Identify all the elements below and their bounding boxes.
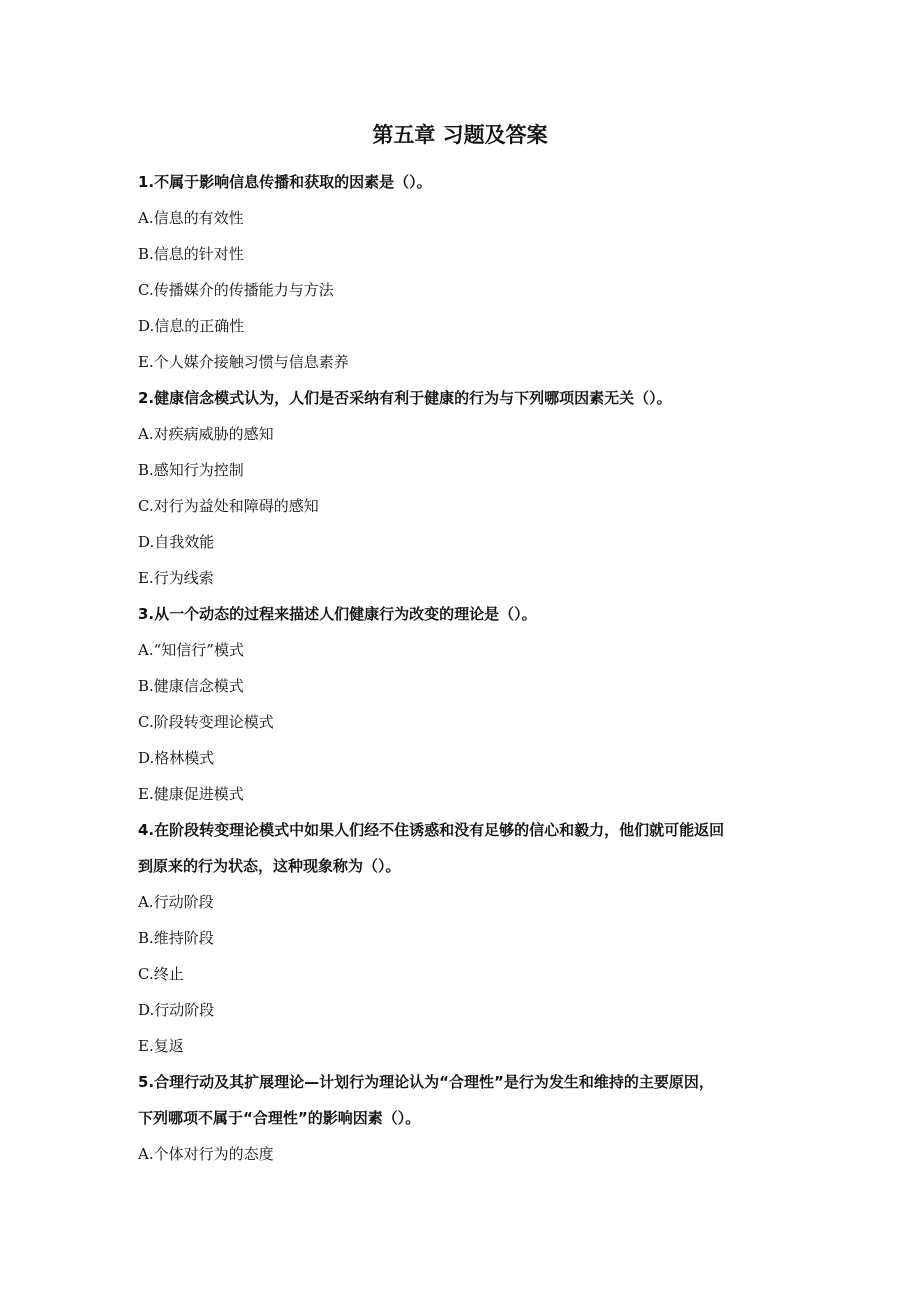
question-block [138,596,788,812]
option-d: D.信息的正确性 [138,317,245,335]
option-d: D.格林模式 [138,749,215,767]
question-list [138,164,788,1172]
question-text: 1.不属于影响信息传播和获取的因素是（）。 [138,173,432,191]
option-a: A.信息的有效性 [138,209,244,227]
option-d: D.行动阶段 [138,1001,215,1019]
option-e: E.复返 [138,1037,184,1055]
question-text-line-1: 5.合理行动及其扩展理论—计划行为理论认为“合理性”是行为发生和维持的主要原因， [138,1073,714,1091]
option-a: A.对疾病威胁的感知 [138,425,274,443]
option-a: A.行动阶段 [138,893,214,911]
option-b: B.信息的针对性 [138,245,244,263]
option-c: C.传播媒介的传播能力与方法 [138,281,334,299]
option-c: C.阶段转变理论模式 [138,713,274,731]
option-a: A.个体对行为的态度 [138,1145,274,1163]
question-block [138,812,788,1064]
option-c: C.终止 [138,965,184,983]
question-text: 2.健康信念模式认为，人们是否采纳有利于健康的行为与下列哪项因素无关（）。 [138,389,672,407]
option-d: D.自我效能 [138,533,215,551]
option-e: E.健康促进模式 [138,785,244,803]
option-e: E.个人媒介接触习惯与信息素养 [138,353,349,371]
question-block [138,1064,788,1172]
option-a: A.“知信行”模式 [138,641,244,659]
question-block [138,380,788,596]
page-title: 第五章 习题及答案 [372,123,548,147]
question-text-line-1: 4.在阶段转变理论模式中如果人们经不住诱惑和没有足够的信心和毅力，他们就可能返回 [138,821,725,839]
option-c: C.对行为益处和障碍的感知 [138,497,319,515]
question-text: 3.从一个动态的过程来描述人们健康行为改变的理论是（）。 [138,605,537,623]
option-e: E.行为线索 [138,569,214,587]
option-b: B.感知行为控制 [138,461,244,479]
question-block [138,164,788,380]
option-b: B.健康信念模式 [138,677,244,695]
option-b: B.维持阶段 [138,929,214,947]
question-text-line-2: 到原来的行为状态，这种现象称为（）。 [138,857,401,875]
question-text-line-2: 下列哪项不属于“合理性”的影响因素（）。 [138,1109,421,1127]
